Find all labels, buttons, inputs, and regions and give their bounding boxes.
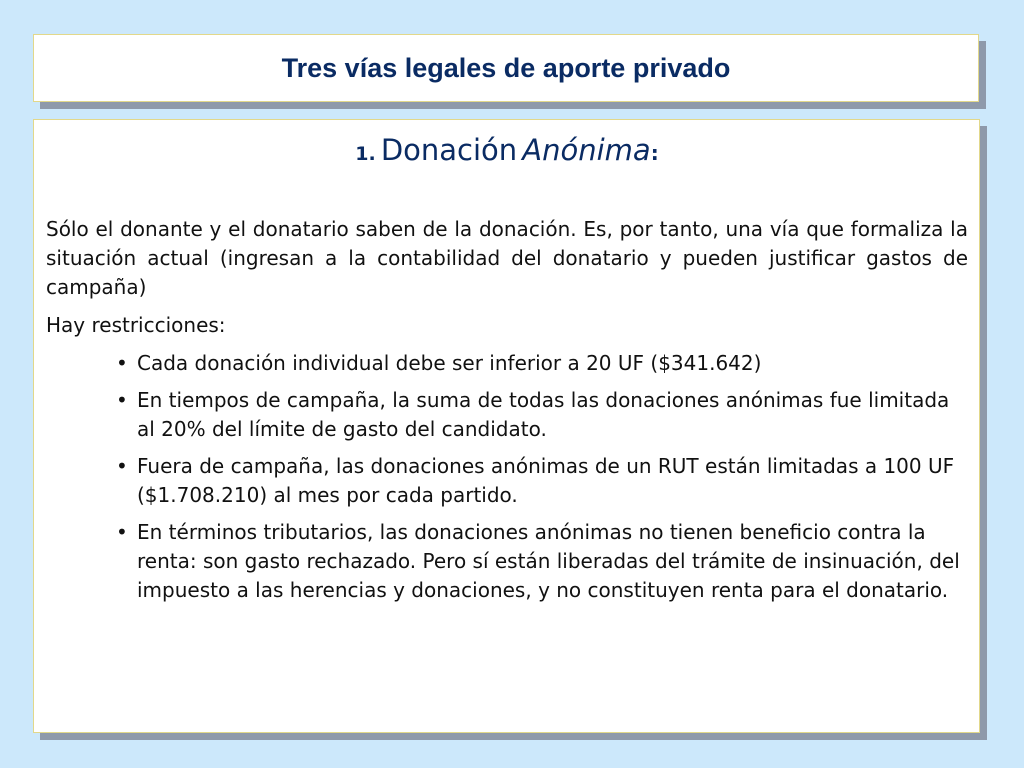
section-heading-plain: Donación: [380, 133, 518, 167]
section-number: 1.: [355, 143, 376, 165]
restrictions-label: Hay restricciones:: [46, 313, 226, 337]
list-item: [116, 349, 968, 378]
list-item-text: Fuera de campaña, las donaciones anónimas de un RUT están limitadas a 100 UF ($1.708.210) al mes por cada partido.: [137, 454, 955, 507]
section-heading-colon: :: [650, 141, 659, 165]
content-box: [33, 119, 980, 733]
intro-paragraph: Sólo el donante y el donatario saben de la donación. Es, por tanto, una vía que formaliza la situación actual (ingresan a la contabilidad del donatario y pueden justificar gastos de campaña): [46, 217, 968, 299]
bullet-icon: •: [116, 388, 128, 412]
list-item-text: En términos tributarios, las donaciones anónimas no tienen beneficio contra la renta: son gasto rechazado. Pero sí están liberadas del trámite de insinuación, del impuesto a las herencias y donaciones, y no constituyen renta para el donatario.: [137, 520, 960, 602]
slide-title: Tres vías legales de aporte privado: [281, 52, 731, 83]
section-heading-italic: Anónima: [522, 133, 651, 167]
list-item: [116, 518, 968, 605]
bullet-icon: •: [116, 351, 128, 375]
list-item-text: En tiempos de campaña, la suma de todas las donaciones anónimas fue limitada al 20% del límite de gasto del candidato.: [137, 388, 950, 441]
restrictions-list: [116, 349, 968, 605]
section-heading: [46, 132, 968, 180]
list-item: [116, 452, 968, 510]
bullet-icon: •: [116, 454, 128, 478]
title-box: [33, 34, 979, 102]
list-item-text: Cada donación individual debe ser inferior a 20 UF ($341.642): [137, 351, 762, 375]
list-item: [116, 386, 968, 444]
bullet-icon: •: [116, 520, 128, 544]
